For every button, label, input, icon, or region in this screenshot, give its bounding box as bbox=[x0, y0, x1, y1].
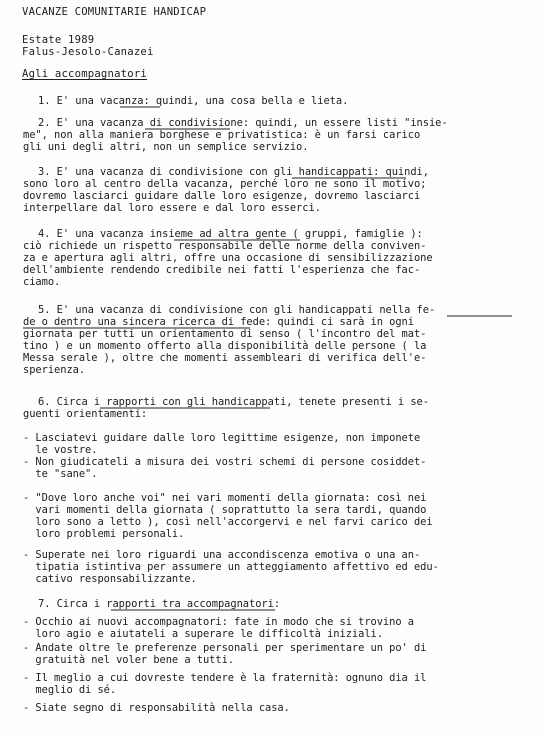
point-text-line: za e apertura agli altri, offre una occasione di sensibilizzazione bbox=[23, 252, 433, 264]
document-date: Estate 1989 bbox=[22, 34, 95, 46]
point-text-line: gli uni degli altri, non un semplice servizio. bbox=[23, 141, 309, 153]
point-text-line: sperienza. bbox=[23, 364, 86, 376]
point-text-line: ciò richiede un rispetto responsabile delle norme della conviven- bbox=[23, 240, 427, 252]
bullet-line: meglio di sé. bbox=[23, 684, 117, 696]
bullet-line: loro problemi personali. bbox=[23, 528, 185, 540]
point-text-line: 3. E' una vacanza di condivisione con gli handicappati: quindi, bbox=[38, 166, 429, 178]
bullet-line: - Andate oltre le preferenze personali per sperimentare un po' di bbox=[23, 642, 427, 654]
bullet-line: - Siate segno di responsabilità nella casa. bbox=[23, 702, 290, 714]
bullet-line: tipatia istintiva per assumere un atteggiamento affettivo ed edu- bbox=[23, 561, 439, 573]
point-text-line: 4. E' una vacanza insieme ad altra gente ( gruppi, famiglie ): bbox=[38, 228, 423, 240]
bullet-line: - "Dove loro anche voi" nei vari momenti della giornata: così nei bbox=[23, 492, 427, 504]
document-heading: VACANZE COMUNITARIE HANDICAP bbox=[22, 6, 207, 18]
point-text-line: 7. Circa i rapporti tra accompagnatori: bbox=[38, 598, 281, 610]
bullet-line: - Occhio ai nuovi accompagnatori: fate in modo che si trovino a bbox=[23, 616, 414, 628]
point-text-line: 1. E' una vacanza: quindi, una cosa bella e lieta. bbox=[38, 95, 349, 107]
bullet-line: - Superate nei loro riguardi una accondiscenza emotiva o una an- bbox=[23, 549, 421, 561]
bullet-line: loro sono a letto ), così nell'accorgervi e nel farvi carico dei bbox=[23, 516, 433, 528]
point-text-line: 2. E' una vacanza di condivisione: quindi, un essere listi "insie- bbox=[38, 117, 448, 129]
point-text-line: 6. Circa i rapporti con gli handicappati, tenete presenti i se- bbox=[38, 396, 429, 408]
bullet-line: gratuità nel voler bene a tutti. bbox=[23, 654, 234, 666]
point-text-line: de o dentro una sincera ricerca di fede: quindi ci sarà in ogni bbox=[23, 316, 414, 328]
bullet-line: - Lasciatevi guidare dalle loro legittime esigenze, non imponete bbox=[23, 432, 421, 444]
bullet-line: te "sane". bbox=[23, 468, 98, 480]
point-text-line: Messa serale ), oltre che momenti assembleari di verifica dell'e- bbox=[23, 352, 427, 364]
bullet-line: cativo responsabilizzante. bbox=[23, 573, 197, 585]
point-text-line: giornata per tutti un orientamento di senso ( l'incontro del mat- bbox=[23, 328, 427, 340]
bullet-line: - Il meglio a cui dovreste tendere è la fraternità: ognuno dia il bbox=[23, 672, 427, 684]
document-locations: Falus-Jesolo-Canazei bbox=[22, 46, 154, 58]
bullet-line: - Non giudicateli a misura dei vostri schemi di persone cosiddet- bbox=[23, 456, 427, 468]
point-text-line: 5. E' una vacanza di condivisione con gli handicappati nella fe- bbox=[38, 304, 436, 316]
point-text-line: dovremo lasciarci guidare dalle loro esigenze, dovremo lasciarci bbox=[23, 190, 421, 202]
bullet-line: vari momenti della giornata ( soprattutto la sera tardi, quando bbox=[23, 504, 427, 516]
point-text-line: interpellare dal loro essere e dal loro esserci. bbox=[23, 202, 321, 214]
point-text-line: me", non alla maniera borghese e privatistica: è un farsi carico bbox=[23, 129, 421, 141]
point-text-line: sono loro al centro della vacanza, perché loro ne sono il motivo; bbox=[23, 178, 427, 190]
bullet-line: le vostre. bbox=[23, 444, 98, 456]
point-text-line: guenti orientamenti: bbox=[23, 408, 148, 420]
point-text-line: ciamo. bbox=[23, 276, 61, 288]
bullet-line: loro agio e aiutateli a superare le difficoltà iniziali. bbox=[23, 628, 383, 640]
document-addressee: Agli accompagnatori bbox=[22, 68, 147, 80]
point-text-line: dell'ambiente rendendo credibile nei fatti l'esperienza che fac- bbox=[23, 264, 421, 276]
point-text-line: tino ) e un momento offerto alla disponibilità delle persone ( la bbox=[23, 340, 427, 352]
